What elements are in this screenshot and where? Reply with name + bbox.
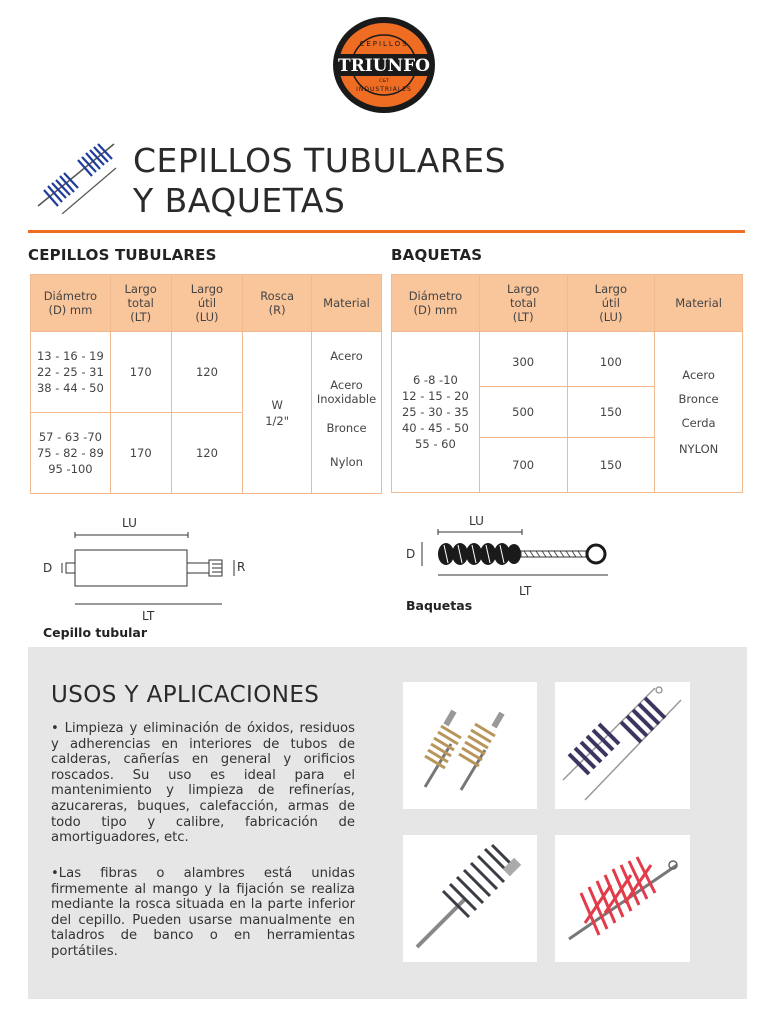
baquetas-table <box>391 274 743 493</box>
largo-total-cell: 170 <box>110 413 171 494</box>
col-rosca: Rosca (R) <box>243 275 312 332</box>
triunfo-logo <box>332 16 436 114</box>
baqueta-lt-label: LT <box>519 584 532 598</box>
tubulares-heading: CEPILLOS TUBULARES <box>28 246 217 264</box>
largo-total-cell: 700 <box>479 438 567 493</box>
table-row <box>31 332 382 413</box>
baqueta-diagram <box>400 512 620 592</box>
bronze-brush-photo <box>403 682 537 809</box>
logo-top-text: CEPILLOS <box>359 40 409 48</box>
largo-total-cell: 300 <box>479 332 567 387</box>
diametro-cell: 57 - 63 -70 75 - 82 - 89 95 -100 <box>31 413 111 494</box>
largo-util-cell: 100 <box>567 332 655 387</box>
logo-bottom-text: INDUSTRIALES <box>356 86 412 93</box>
diametro-cell: 13 - 16 - 19 22 - 25 - 31 38 - 44 - 50 <box>31 332 111 413</box>
col-material: Material <box>655 275 743 332</box>
largo-util-cell: 120 <box>171 332 243 413</box>
table-header-row <box>31 275 382 332</box>
col-largo-util: Largo útil (LU) <box>171 275 243 332</box>
red-brush-photo <box>555 835 690 962</box>
tubular-caption: Cepillo tubular <box>43 625 147 640</box>
logo-tag: C&T <box>379 79 389 84</box>
tubular-lt-label: LT <box>142 609 155 623</box>
table-row <box>392 332 743 387</box>
baquetas-heading: BAQUETAS <box>391 246 483 264</box>
largo-total-cell: 500 <box>479 387 567 438</box>
material-cell: Acero Acero Inoxidable Bronce Nylon <box>312 332 382 494</box>
largo-util-cell: 120 <box>171 413 243 494</box>
tube-brush-icon <box>34 140 118 214</box>
page-title <box>133 141 506 221</box>
nylon-brush-photo <box>555 682 690 809</box>
material-cell: Acero Bronce Cerda NYLON <box>655 332 743 493</box>
largo-util-cell: 150 <box>567 438 655 493</box>
rosca-cell: W 1/2" <box>243 332 312 494</box>
col-largo-total: Largo total (LT) <box>479 275 567 332</box>
table-header-row <box>392 275 743 332</box>
largo-total-cell: 170 <box>110 332 171 413</box>
baqueta-lu-label: LU <box>469 514 484 528</box>
largo-util-cell: 150 <box>567 387 655 438</box>
usos-heading: USOS Y APLICACIONES <box>51 682 320 708</box>
title-line-2: Y BAQUETAS <box>133 181 346 220</box>
steel-brush-photo <box>403 835 537 962</box>
tubulares-table <box>30 274 382 494</box>
baqueta-caption: Baquetas <box>406 598 473 613</box>
tubular-d-label: D <box>43 561 53 575</box>
logo-brand: TRIUNFO <box>338 56 430 76</box>
tubular-r-label: R <box>237 560 246 574</box>
col-largo-util: Largo útil (LU) <box>567 275 655 332</box>
usos-paragraph-2: •Las fibras o alambres está unidas firmemente al mango y la fijación se realiza mediante la rosca situada en la parte inferior del cepillo. Pueden usarse manualmente en taladros de banco o en herramientas portátiles. <box>51 866 355 959</box>
tubular-diagram <box>40 510 260 620</box>
col-largo-total: Largo total (LT) <box>110 275 171 332</box>
col-diametro: Diámetro (D) mm <box>392 275 480 332</box>
title-line-1: CEPILLOS TUBULARES <box>133 141 507 180</box>
orange-divider <box>28 230 745 233</box>
tubular-lu-label: LU <box>122 516 137 530</box>
col-diametro: Diámetro (D) mm <box>31 275 111 332</box>
baqueta-d-label: D <box>406 547 416 561</box>
col-material: Material <box>312 275 382 332</box>
diametro-cell: 6 -8 -10 12 - 15 - 20 25 - 30 - 35 40 - 45 - 50 55 - 60 <box>392 332 480 493</box>
usos-paragraph-1: • Limpieza y eliminación de óxidos, residuos y adherencias en interiores de tubos de calderas, cañerías en general y orificios roscados. Su uso es ideal para el mantenimiento y limpieza de refinerías, azucareras, buques, calefacción, armas de todo tipo y calibre, fabricación de amortiguadores, etc. <box>51 721 355 846</box>
